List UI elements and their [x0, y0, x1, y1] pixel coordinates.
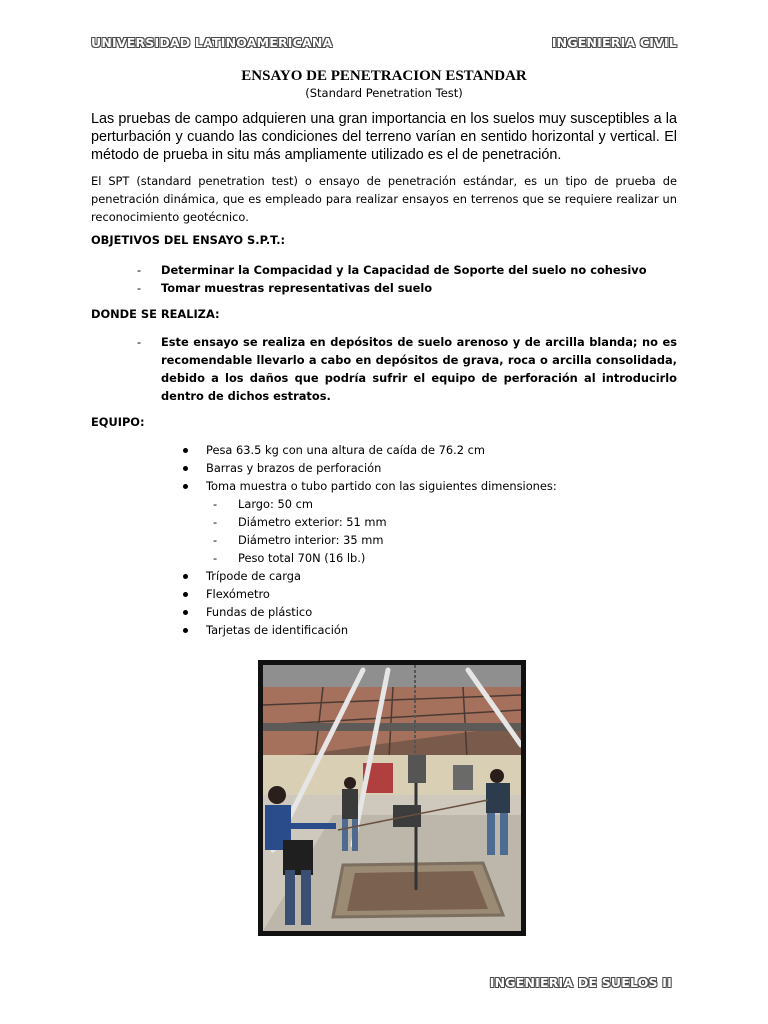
bullet-icon — [183, 484, 188, 489]
dimension-text: Diámetro interior: 35 mm — [238, 533, 384, 547]
dash-marker: - — [137, 281, 142, 295]
spt-paragraph: El SPT (standard penetration test) o ensayo de penetración estándar, es un tipo de prueba de penetración dinámica, que es empleado para realizar ensayos en terrenos que se requiere realizar un reconocimiento geotécnico. — [91, 174, 677, 224]
dimension-text: Diámetro exterior: 51 mm — [238, 515, 387, 529]
list-item — [183, 477, 557, 495]
equipo-heading: EQUIPO: — [91, 415, 145, 429]
header-career: INGENIERIA CIVIL — [551, 35, 677, 50]
dash-marker: - — [213, 551, 218, 565]
bullet-icon — [183, 592, 188, 597]
dimension-text: Largo: 50 cm — [238, 497, 313, 511]
equipo-text: Trípode de carga — [206, 569, 301, 583]
dimensions-list — [213, 495, 587, 567]
dash-marker: - — [213, 533, 218, 547]
equipo-text: Flexómetro — [206, 587, 270, 601]
list-item — [183, 585, 557, 603]
dash-marker: - — [213, 515, 218, 529]
page-title: ENSAYO DE PENETRACION ESTANDAR — [241, 68, 527, 84]
equipo-text: Fundas de plástico — [206, 605, 313, 619]
footer-course: INGENIERIA DE SUELOS II — [489, 975, 672, 990]
equipo-text: Pesa 63.5 kg con una altura de caída de 76.2 cm — [206, 443, 485, 457]
list-item — [213, 495, 587, 513]
bullet-icon — [183, 610, 188, 615]
spt-rig-photo — [258, 660, 526, 936]
equipo-list — [183, 441, 557, 639]
equipo-text: Tarjetas de identificación — [206, 623, 349, 637]
dash-marker: - — [137, 263, 142, 277]
dash-marker: - — [213, 497, 218, 511]
donde-text: Este ensayo se realiza en depósitos de suelo arenoso y de arcilla blanda; no es recomendable llevarlo a cabo en depósitos de grava, roca o arcilla consolidada, debido a los daños que podría sufrir el equipo de perforación al introducirlo dentro de dichos estratos. — [161, 335, 677, 403]
objetivos-heading: OBJETIVOS DEL ENSAYO S.P.T.: — [91, 233, 286, 247]
bullet-icon — [183, 448, 188, 453]
list-item — [137, 333, 677, 405]
bullet-icon — [183, 466, 188, 471]
donde-heading: DONDE SE REALIZA: — [91, 307, 220, 321]
list-item — [183, 621, 557, 639]
list-item — [137, 261, 677, 279]
objetivo-text: Determinar la Compacidad y la Capacidad de Soporte del suelo no cohesivo — [161, 263, 647, 277]
page-subtitle: (Standard Penetration Test) — [305, 86, 463, 100]
objetivos-list — [137, 261, 677, 297]
list-item — [183, 603, 557, 621]
list-item — [213, 549, 587, 567]
list-item — [137, 279, 677, 297]
bullet-icon — [183, 628, 188, 633]
intro-paragraph: Las pruebas de campo adquieren una gran importancia en los suelos muy susceptibles a la perturbación y cuando las condiciones del terreno varían en sentido horizontal y vertical. El método de prueba in situ más ampliamente utilizado es el de penetración. — [91, 111, 677, 163]
photo-illustration — [263, 665, 521, 931]
list-item — [183, 567, 557, 585]
dash-marker: - — [137, 335, 142, 349]
list-item — [213, 513, 587, 531]
list-item — [183, 459, 557, 477]
equipo-text: Barras y brazos de perforación — [206, 461, 382, 475]
dimension-text: Peso total 70N (16 lb.) — [238, 551, 366, 565]
objetivo-text: Tomar muestras representativas del suelo — [161, 281, 433, 295]
bullet-icon — [183, 574, 188, 579]
donde-list — [137, 333, 677, 405]
list-item — [183, 441, 557, 459]
equipo-text: Toma muestra o tubo partido con las siguientes dimensiones: — [206, 479, 557, 493]
header-university: UNIVERSIDAD LATINOAMERICANA — [91, 35, 333, 50]
list-item — [213, 531, 587, 549]
